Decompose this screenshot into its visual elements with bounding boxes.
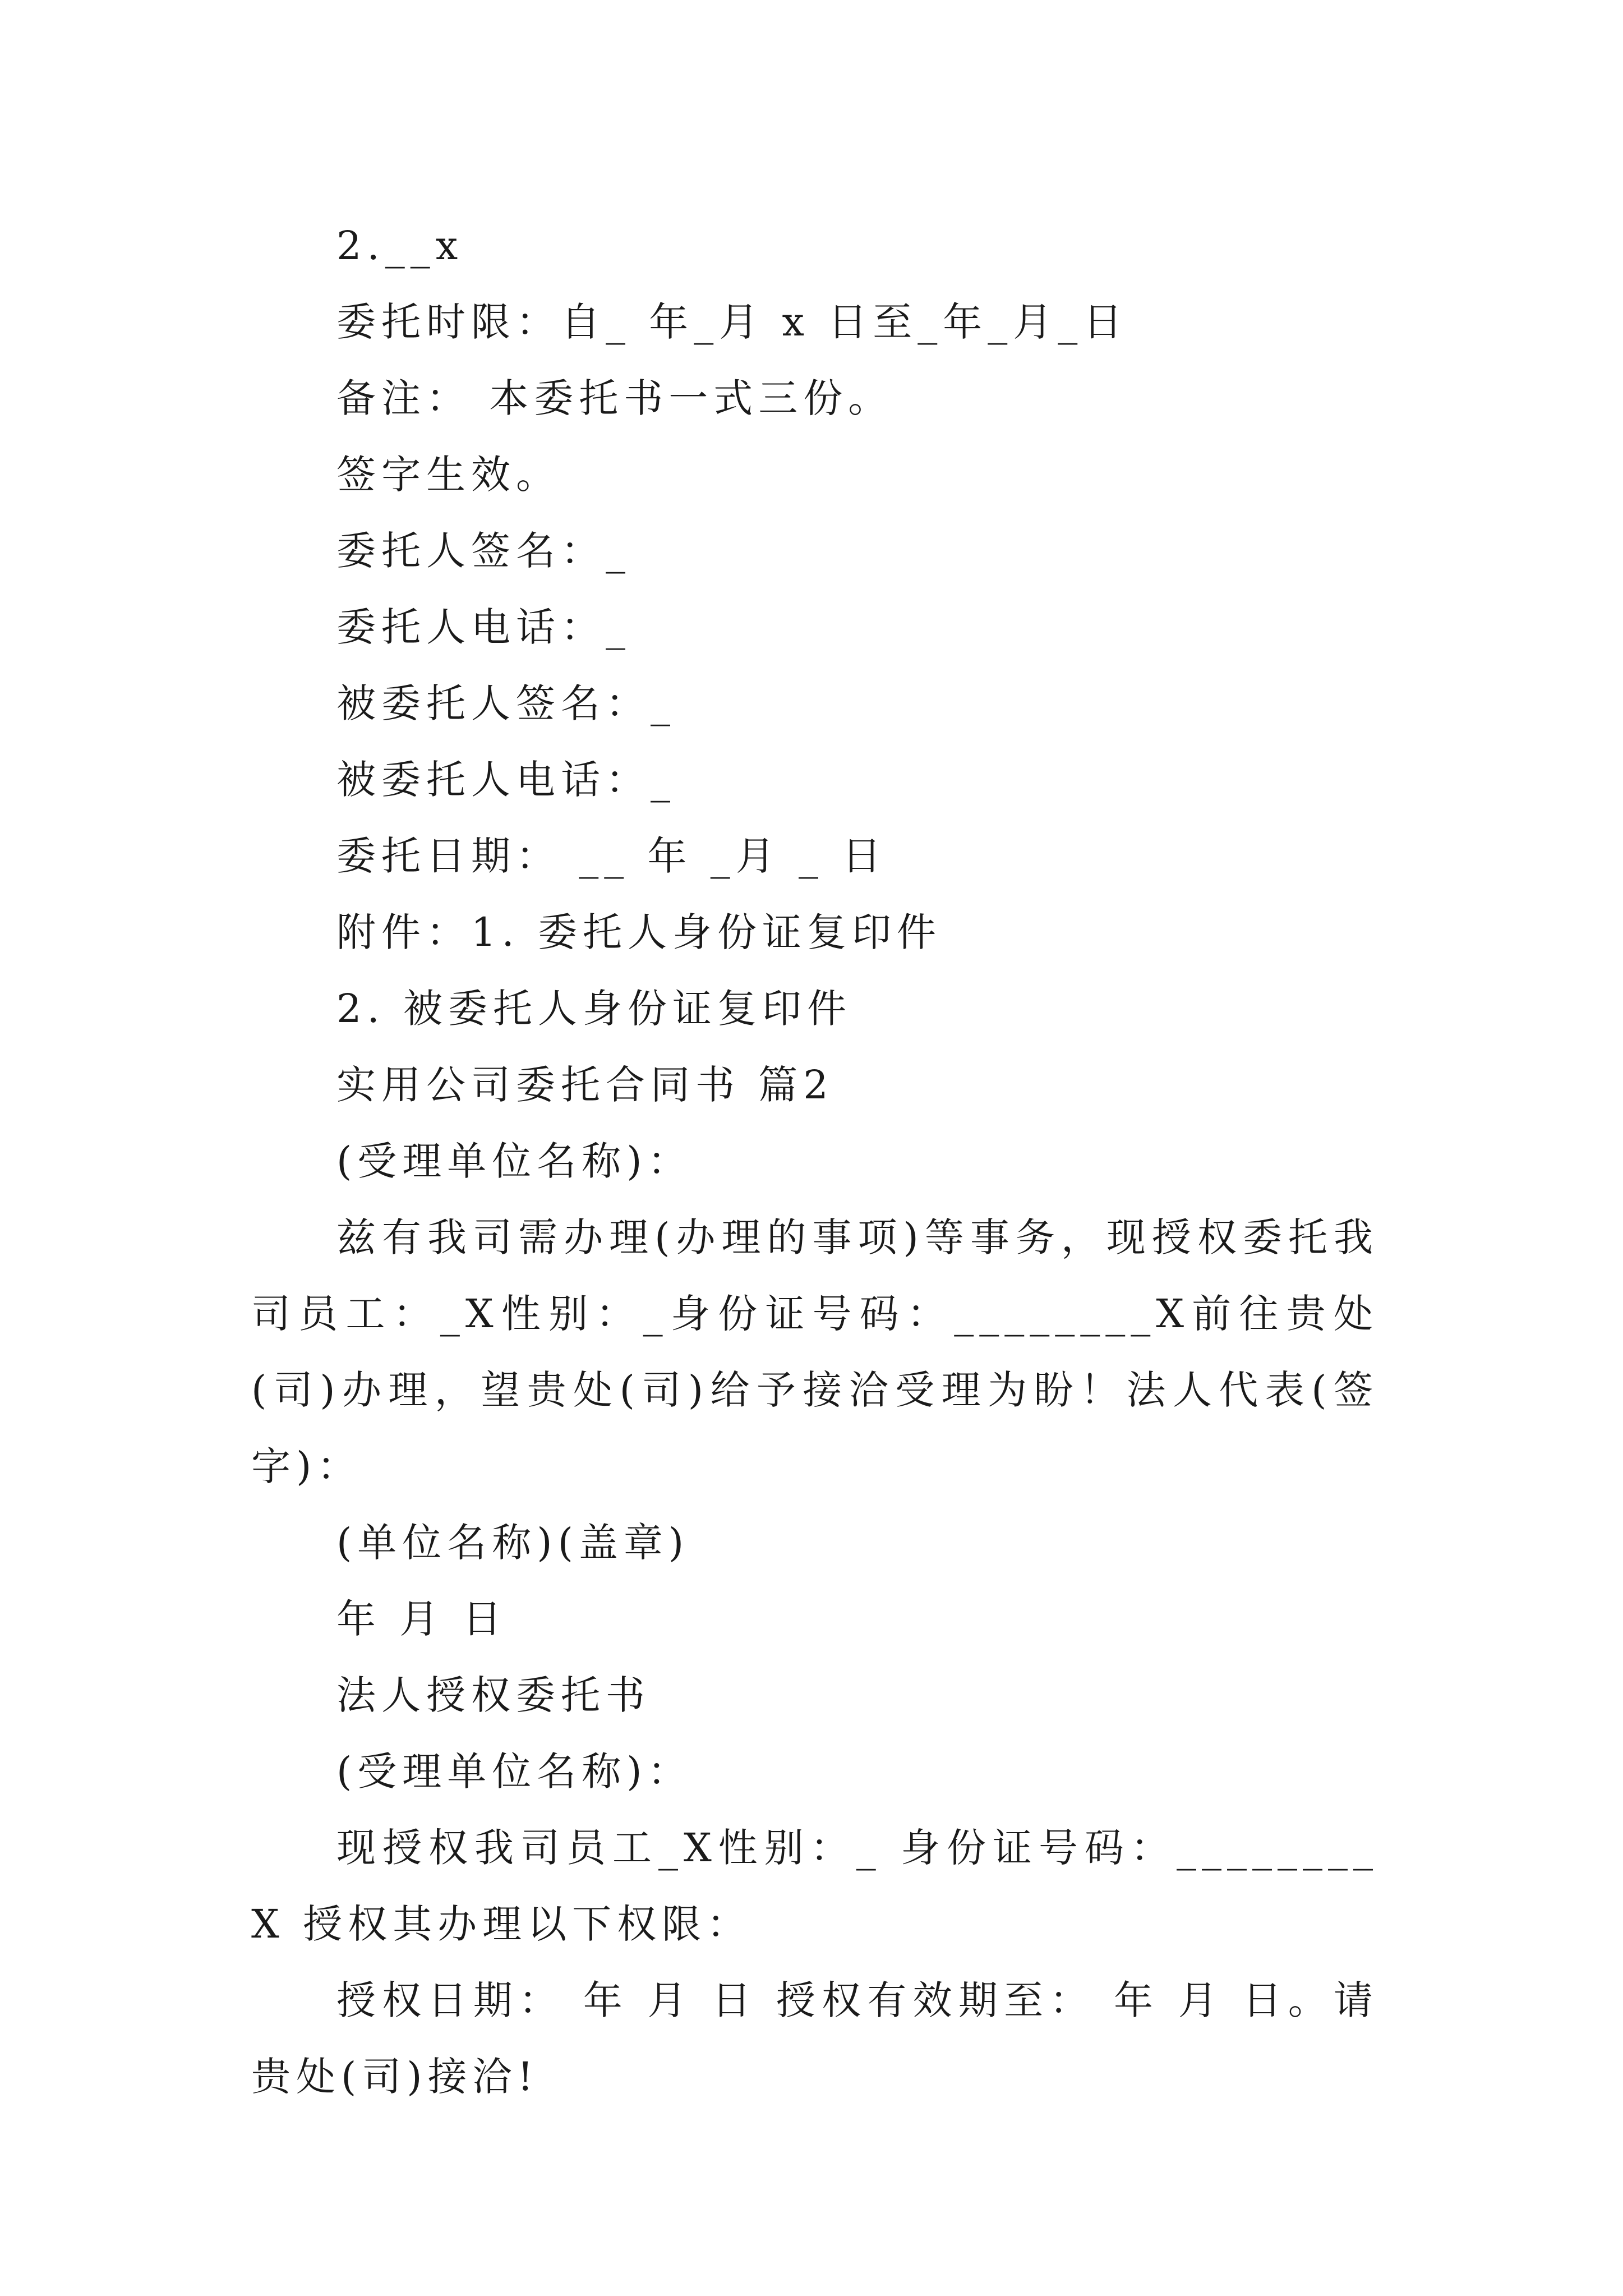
paragraph-principal-phone: 委托人电话：_ [336,604,631,650]
paragraph-entrust-period: 委托时限：自_ 年_月 x 日至_年_月_日 [336,299,1128,345]
paragraph-company-seal: (单位名称)(盖章) [336,1520,690,1566]
paragraph-recipient-2: (受理单位名称)： [336,1749,693,1795]
paragraph-attachment-1: 附件：1. 委托人身份证复印件 [336,909,942,955]
section-heading-2: 实用公司委托合同书 篇2 [336,1062,834,1108]
document-body [251,208,1378,2115]
paragraph-attachment-2: 2. 被委托人身份证复印件 [336,986,852,1032]
paragraph-effective: 签字生效。 [336,452,561,498]
section-heading-legal-authorization: 法人授权委托书 [336,1672,651,1718]
paragraph-grant-authorization: 现授权我司员工_X性别：_ 身份证号码：________X 授权其办理以下权限： [251,1825,1378,1947]
paragraph-item-2: 2.__x [336,223,464,269]
paragraph-agent-phone: 被委托人电话：_ [336,757,676,803]
paragraph-principal-signature: 委托人签名：_ [336,528,631,574]
paragraph-authorization-dates: 授权日期： 年 月 日 授权有效期至： 年 月 日。请贵处(司)接洽! [251,1977,1378,2100]
paragraph-entrust-date: 委托日期： __ 年 _月 _ 日 [336,833,887,879]
paragraph-authorization-body: 兹有我司需办理(办理的事项)等事务，现授权委托我司员工：_X性别：_身份证号码：________X前往贵处(司)办理，望贵处(司)给予接洽受理为盼！法人代表(签字)： [251,1214,1378,1489]
paragraph-date-line: 年 月 日 [336,1596,508,1642]
paragraph-agent-signature: 被委托人签名：_ [336,680,676,726]
paragraph-recipient: (受理单位名称)： [336,1138,693,1184]
paragraph-remarks: 备注： 本委托书一式三份。 [336,375,893,421]
